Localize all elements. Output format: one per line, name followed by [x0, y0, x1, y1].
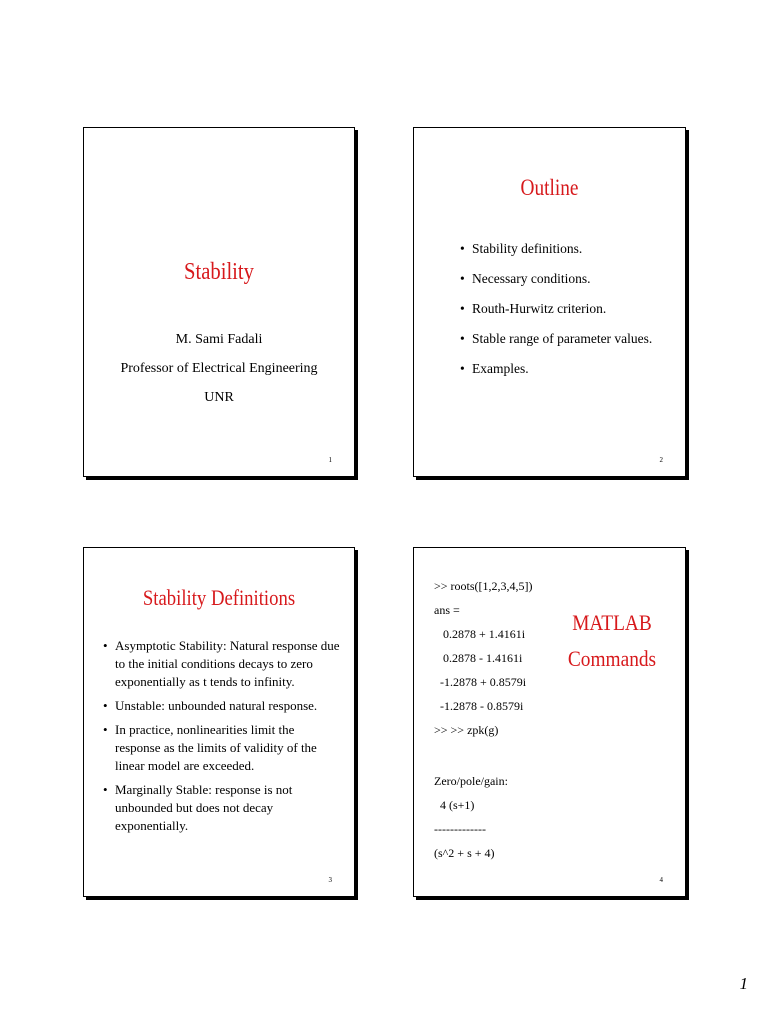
- slide-title: Stability Definitions: [142, 585, 296, 610]
- slide-title: [564, 605, 661, 677]
- code-line: 0.2878 - 1.4161i: [434, 651, 523, 665]
- code-line: Zero/pole/gain:: [434, 774, 508, 788]
- list-item: • Stability definitions.: [460, 240, 652, 270]
- outline-list: [460, 240, 652, 390]
- code-line: ans =: [434, 603, 460, 617]
- slide-1: [83, 127, 355, 477]
- list-item: • Asymptotic Stability: Natural response due to the initial conditions decays to zero exponentially as t tends to infinity.: [103, 637, 343, 691]
- list-item: • Necessary conditions.: [460, 270, 652, 300]
- slide-3: [83, 547, 355, 897]
- code-line: -------------: [434, 822, 486, 836]
- slide-4: [413, 547, 686, 897]
- slide-number: 2: [659, 456, 663, 464]
- list-item: • Unstable: unbounded natural response.: [103, 697, 343, 715]
- document-page-number: 1: [739, 974, 748, 993]
- code-line: >> >> zpk(g): [434, 723, 499, 737]
- slide-title: Outline: [520, 175, 579, 200]
- slide-number: 3: [328, 876, 332, 884]
- slide-number: 4: [659, 876, 663, 884]
- slide-number: 1: [328, 456, 332, 464]
- list-item: • Marginally Stable: response is not unbounded but does not decay exponentially.: [103, 781, 343, 835]
- list-item: • Stable range of parameter values.: [460, 330, 652, 360]
- list-item: • In practice, nonlinearities limit the response as the limits of validity of the linear model are exceeded.: [103, 721, 343, 775]
- author-organization: UNR: [204, 390, 234, 405]
- author-role: Professor of Electrical Engineering: [120, 361, 318, 376]
- list-item: • Routh-Hurwitz criterion.: [460, 300, 652, 330]
- code-line: (s^2 + s + 4): [434, 846, 495, 860]
- code-line: >> roots([1,2,3,4,5]): [434, 579, 533, 593]
- list-item: • Examples.: [460, 360, 652, 390]
- slide-title: Stability: [184, 259, 254, 285]
- slide-title-line: MATLAB: [572, 610, 652, 635]
- author-name: M. Sami Fadali: [175, 332, 263, 347]
- code-line: 0.2878 + 1.4161i: [434, 627, 526, 641]
- definitions-list: [103, 637, 343, 841]
- slide-2: [413, 127, 686, 477]
- code-line: 4 (s+1): [434, 798, 475, 812]
- code-line: -1.2878 + 0.8579i: [434, 675, 527, 689]
- code-line: -1.2878 - 0.8579i: [434, 699, 524, 713]
- slide-title-line: Commands: [567, 646, 657, 671]
